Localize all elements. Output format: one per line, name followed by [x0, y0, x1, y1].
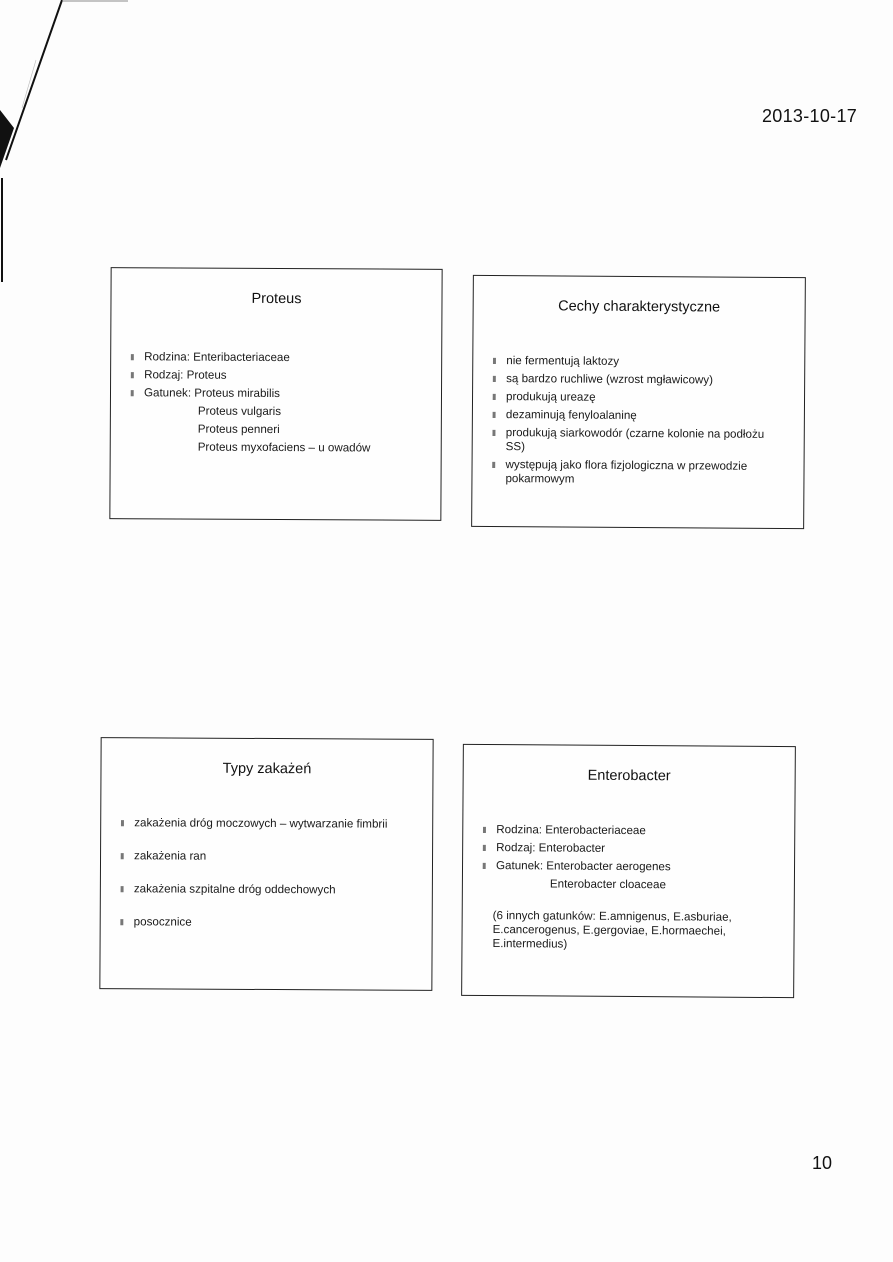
bullet-icon: ▮	[119, 917, 125, 927]
bullet-icon: ▮	[129, 388, 135, 398]
slide-title: Typy zakażeń	[222, 760, 312, 778]
list-item: ▮ nie fermentują laktozy	[492, 354, 620, 368]
list-item: ▮ Rodzina: Enterobacteriaceae	[482, 823, 646, 838]
list-item-continuation: Proteus myxofaciens – u owadów	[197, 440, 371, 455]
scan-edge-artifact	[0, 0, 130, 290]
bullet-icon: ▮	[120, 818, 125, 828]
slide-title: Cechy charakterystyczne	[558, 298, 721, 316]
list-item: ▮ Gatunek: Enterobacter aerogenes	[482, 859, 671, 874]
slide-characteristics	[471, 275, 806, 529]
bullet-icon: ▮	[492, 373, 497, 384]
list-item: ▮ zakażenia szpitalne dróg oddechowych	[119, 882, 336, 897]
list-item: ▮ produkują siarkowodór (czarne kolonie na podłożu SS)	[491, 426, 765, 454]
slide-list	[491, 354, 786, 488]
list-item: ▮ posocznice	[119, 915, 192, 929]
list-item: ▮ Rodzaj: Proteus	[130, 368, 227, 382]
bullet-icon: ▮	[491, 409, 497, 420]
page-date: 2013-10-17	[762, 106, 858, 126]
species-note: (6 innych gatunków: E.amnigenus, E.asburiae, E.cancerogenus, E.gergoviae, E.hormaechei, E.intermedius)	[492, 909, 732, 951]
bullet-icon: ▮	[492, 355, 497, 366]
slide-list	[119, 816, 400, 930]
list-item-continuation: Enterobacter cloaceae	[549, 877, 666, 892]
bullet-icon: ▮	[491, 459, 496, 470]
bullet-icon: ▮	[482, 860, 487, 871]
list-item: ▮ Gatunek: Proteus mirabilis	[129, 386, 281, 401]
list-item-continuation: Proteus penneri	[197, 422, 280, 437]
slide-list	[129, 350, 442, 456]
bullet-icon: ▮	[130, 370, 135, 380]
list-item: ▮ Rodzina: Enteribacteriaceae	[130, 350, 290, 365]
list-item: ▮ dezaminują fenyloalaninę	[491, 408, 637, 422]
slide-infection-types	[99, 737, 433, 991]
bullet-icon: ▮	[482, 824, 487, 835]
list-item-continuation: Proteus vulgaris	[197, 404, 282, 419]
list-item: ▮ produkują ureazę	[492, 390, 596, 404]
bullet-icon: ▮	[491, 427, 497, 438]
list-item: ▮ Rodzaj: Enterobacter	[482, 841, 606, 855]
list-item: ▮ występują jako flora fizjologiczna w przewodzie pokarmowym	[491, 458, 748, 486]
bullet-icon: ▮	[119, 884, 125, 894]
list-item: ▮ zakażenia dróg moczowych – wytwarzanie fimbrii	[120, 816, 388, 831]
slide-enterobacter	[461, 744, 796, 998]
list-item: ▮ są bardzo ruchliwe (wzrost mgławicowy)	[492, 372, 714, 387]
bullet-icon: ▮	[482, 842, 487, 853]
slide-title: Enterobacter	[587, 767, 671, 785]
bullet-icon: ▮	[492, 391, 497, 402]
slide-proteus	[109, 267, 442, 521]
slide-list	[482, 823, 794, 893]
slide-title: Proteus	[251, 290, 302, 308]
bullet-icon: ▮	[120, 851, 125, 861]
list-item: ▮ zakażenia ran	[120, 849, 207, 863]
page-number: 10	[812, 1153, 833, 1173]
bullet-icon: ▮	[130, 352, 135, 362]
